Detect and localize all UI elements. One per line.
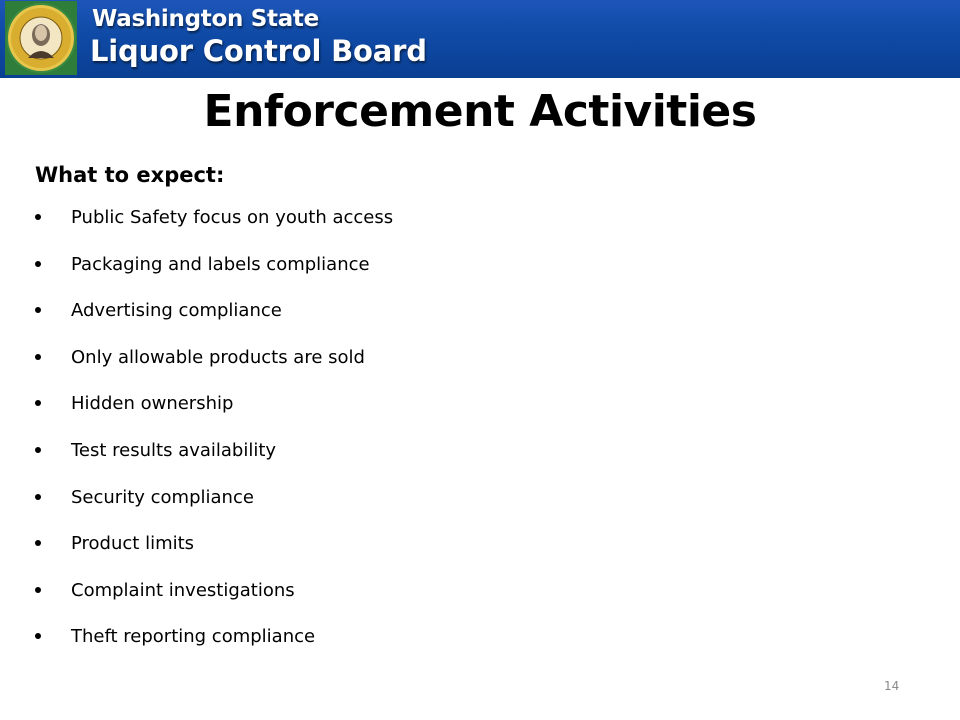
org-name-line1: Washington State xyxy=(92,6,319,32)
bullet-item xyxy=(0,206,960,253)
bullet-dot-icon xyxy=(35,587,41,593)
bullet-dot-icon xyxy=(35,494,41,500)
bullet-item xyxy=(0,299,960,346)
bullet-text: Product limits xyxy=(71,533,195,555)
bullet-dot-icon xyxy=(35,354,41,360)
bullet-text: Theft reporting compliance xyxy=(71,626,316,648)
bullet-dot-icon xyxy=(35,400,41,406)
bullet-text: Hidden ownership xyxy=(71,393,234,415)
bullet-list xyxy=(0,206,960,672)
bullet-dot-icon xyxy=(35,307,41,313)
bullet-text: Public Safety focus on youth access xyxy=(71,207,394,228)
org-name-line2: Liquor Control Board xyxy=(90,34,427,68)
bullet-text: Packaging and labels compliance xyxy=(71,253,370,275)
bullet-dot-icon xyxy=(35,214,41,220)
bullet-item xyxy=(0,439,960,486)
bullet-text: Only allowable products are sold xyxy=(71,346,365,368)
bullet-text: Advertising compliance xyxy=(71,300,282,322)
bullet-item xyxy=(0,532,960,579)
bullet-item xyxy=(0,579,960,626)
bullet-dot-icon xyxy=(35,261,41,267)
bullet-text: Complaint investigations xyxy=(71,579,295,601)
state-seal-icon xyxy=(2,0,78,76)
slide-title: Enforcement Activities xyxy=(203,86,757,137)
bullet-item xyxy=(0,625,960,672)
bullet-item xyxy=(0,346,960,393)
bullet-item xyxy=(0,253,960,300)
header-banner xyxy=(0,0,960,78)
slide-subheading: What to expect: xyxy=(35,163,225,187)
bullet-text: Security compliance xyxy=(71,486,254,508)
bullet-dot-icon xyxy=(35,447,41,453)
bullet-text: Test results availability xyxy=(71,439,277,461)
page-number: 14 xyxy=(884,679,900,693)
bullet-item xyxy=(0,392,960,439)
bullet-item xyxy=(0,486,960,533)
bullet-dot-icon xyxy=(35,633,41,639)
bullet-dot-icon xyxy=(35,540,41,546)
